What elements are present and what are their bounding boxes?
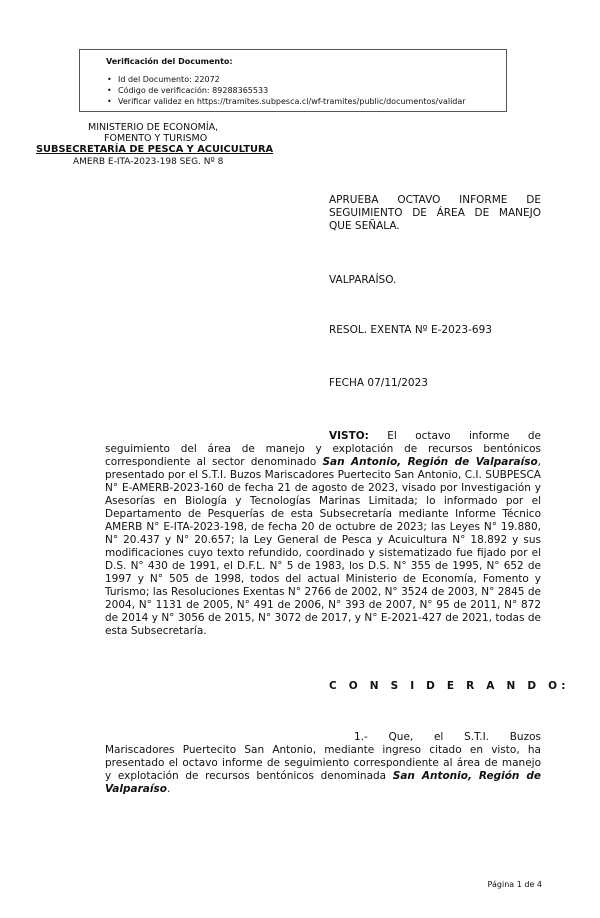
visto-text-a: El octavo informe de seguimiento del área de manejo y explotación de recursos bentónicos correspondiente al sector denominado xyxy=(105,430,541,468)
visto-section xyxy=(105,430,541,638)
considerando-end: . xyxy=(166,783,171,795)
verification-box xyxy=(79,49,507,112)
visto-text-b: , presentado por el S.T.I. Buzos Mariscadores Puertecito San Antonio, C.I. SUBPESCA N° E-AMERB-2023-160 de fecha 21 de agosto de 2023, visado por Investigación y Asesorías en Biología y Tecnologías Marinas Limitada; lo informado por el Departamento de Pesquerías de esta Subsecretaría mediante Informe Técnico AMERB N° E-ITA-2023-198, de fecha 20 de octubre de 2023; las Leyes N° 19.880, N° 20.437 y N° 20.657; la Ley General de Pesca y Acuicultura N° 18.892 y sus modificaciones cuyo texto refundido, coordinado y sistematizado fue fijado por el D.S. N° 430 de 1991, el D.F.L. N° 5 de 1983, los D.S. N° 355 de 1995, N° 652 de 1997 y N° 505 de 1998, todos del actual Ministerio de Economía, Fomento y Turismo; las Resoluciones Exentas N° 2766 de 2002, N° 3524 de 2003, N° 2845 de 2004, N° 1131 de 2005, N° 491 de 2006, N° 393 de 2007, N° 95 de 2011, N° 872 de 2014 y N° 3056 de 2015, N° 3072 de 2017, y N° E-2021-427 de 2021, todas de esta Subsecretaría. xyxy=(105,456,541,637)
considerando-text: 1.- Que, el S.T.I. Buzos Mariscadores Puertecito San Antonio, mediante ingreso citado en visto, ha presentado el octavo informe de seguimiento correspondiente al área de manejo y explotación de recursos bentónicos denominada xyxy=(105,731,541,782)
document-id: • Id del Documento: 22072 xyxy=(118,74,506,85)
document-reference: AMERB E-ITA-2023-198 SEG. Nº 8 xyxy=(73,157,224,167)
verification-url[interactable]: • Verificar validez en https://tramites.subpesca.cl/wf-tramites/public/documentos/validar xyxy=(118,96,506,107)
visto-sector: San Antonio, Región de Valparaíso xyxy=(322,456,538,468)
ministry-name-2: FOMENTO Y TURISMO xyxy=(104,133,208,144)
resolution-date: FECHA 07/11/2023 xyxy=(329,377,428,389)
page-number: Página 1 de 4 xyxy=(487,880,542,889)
considerando-paragraph xyxy=(105,731,541,796)
subsecretaria-name: SUBSECRETARÍA DE PESCA Y ACUICULTURA xyxy=(36,144,274,155)
verification-list xyxy=(106,74,506,107)
city: VALPARAÍSO. xyxy=(329,274,397,286)
considerando-heading: C O N S I D E R A N D O: xyxy=(329,680,570,692)
resolution-summary: APRUEBA OCTAVO INFORME DE SEGUIMIENTO DE ÁREA DE MANEJO QUE SEÑALA. xyxy=(329,194,541,232)
verification-title: Verificación del Documento: xyxy=(106,57,233,66)
verification-code: • Código de verificación: 89288365533 xyxy=(118,85,506,96)
resolution-number: RESOL. EXENTA Nº E-2023-693 xyxy=(329,324,492,336)
visto-paragraph xyxy=(105,430,541,638)
considerando-item-1 xyxy=(105,731,541,796)
considerando-sector: San Antonio, Región de Valparaíso xyxy=(105,770,542,795)
visto-label: VISTO: xyxy=(329,430,369,442)
ministry-name: MINISTERIO DE ECONOMÍA, xyxy=(88,122,219,133)
